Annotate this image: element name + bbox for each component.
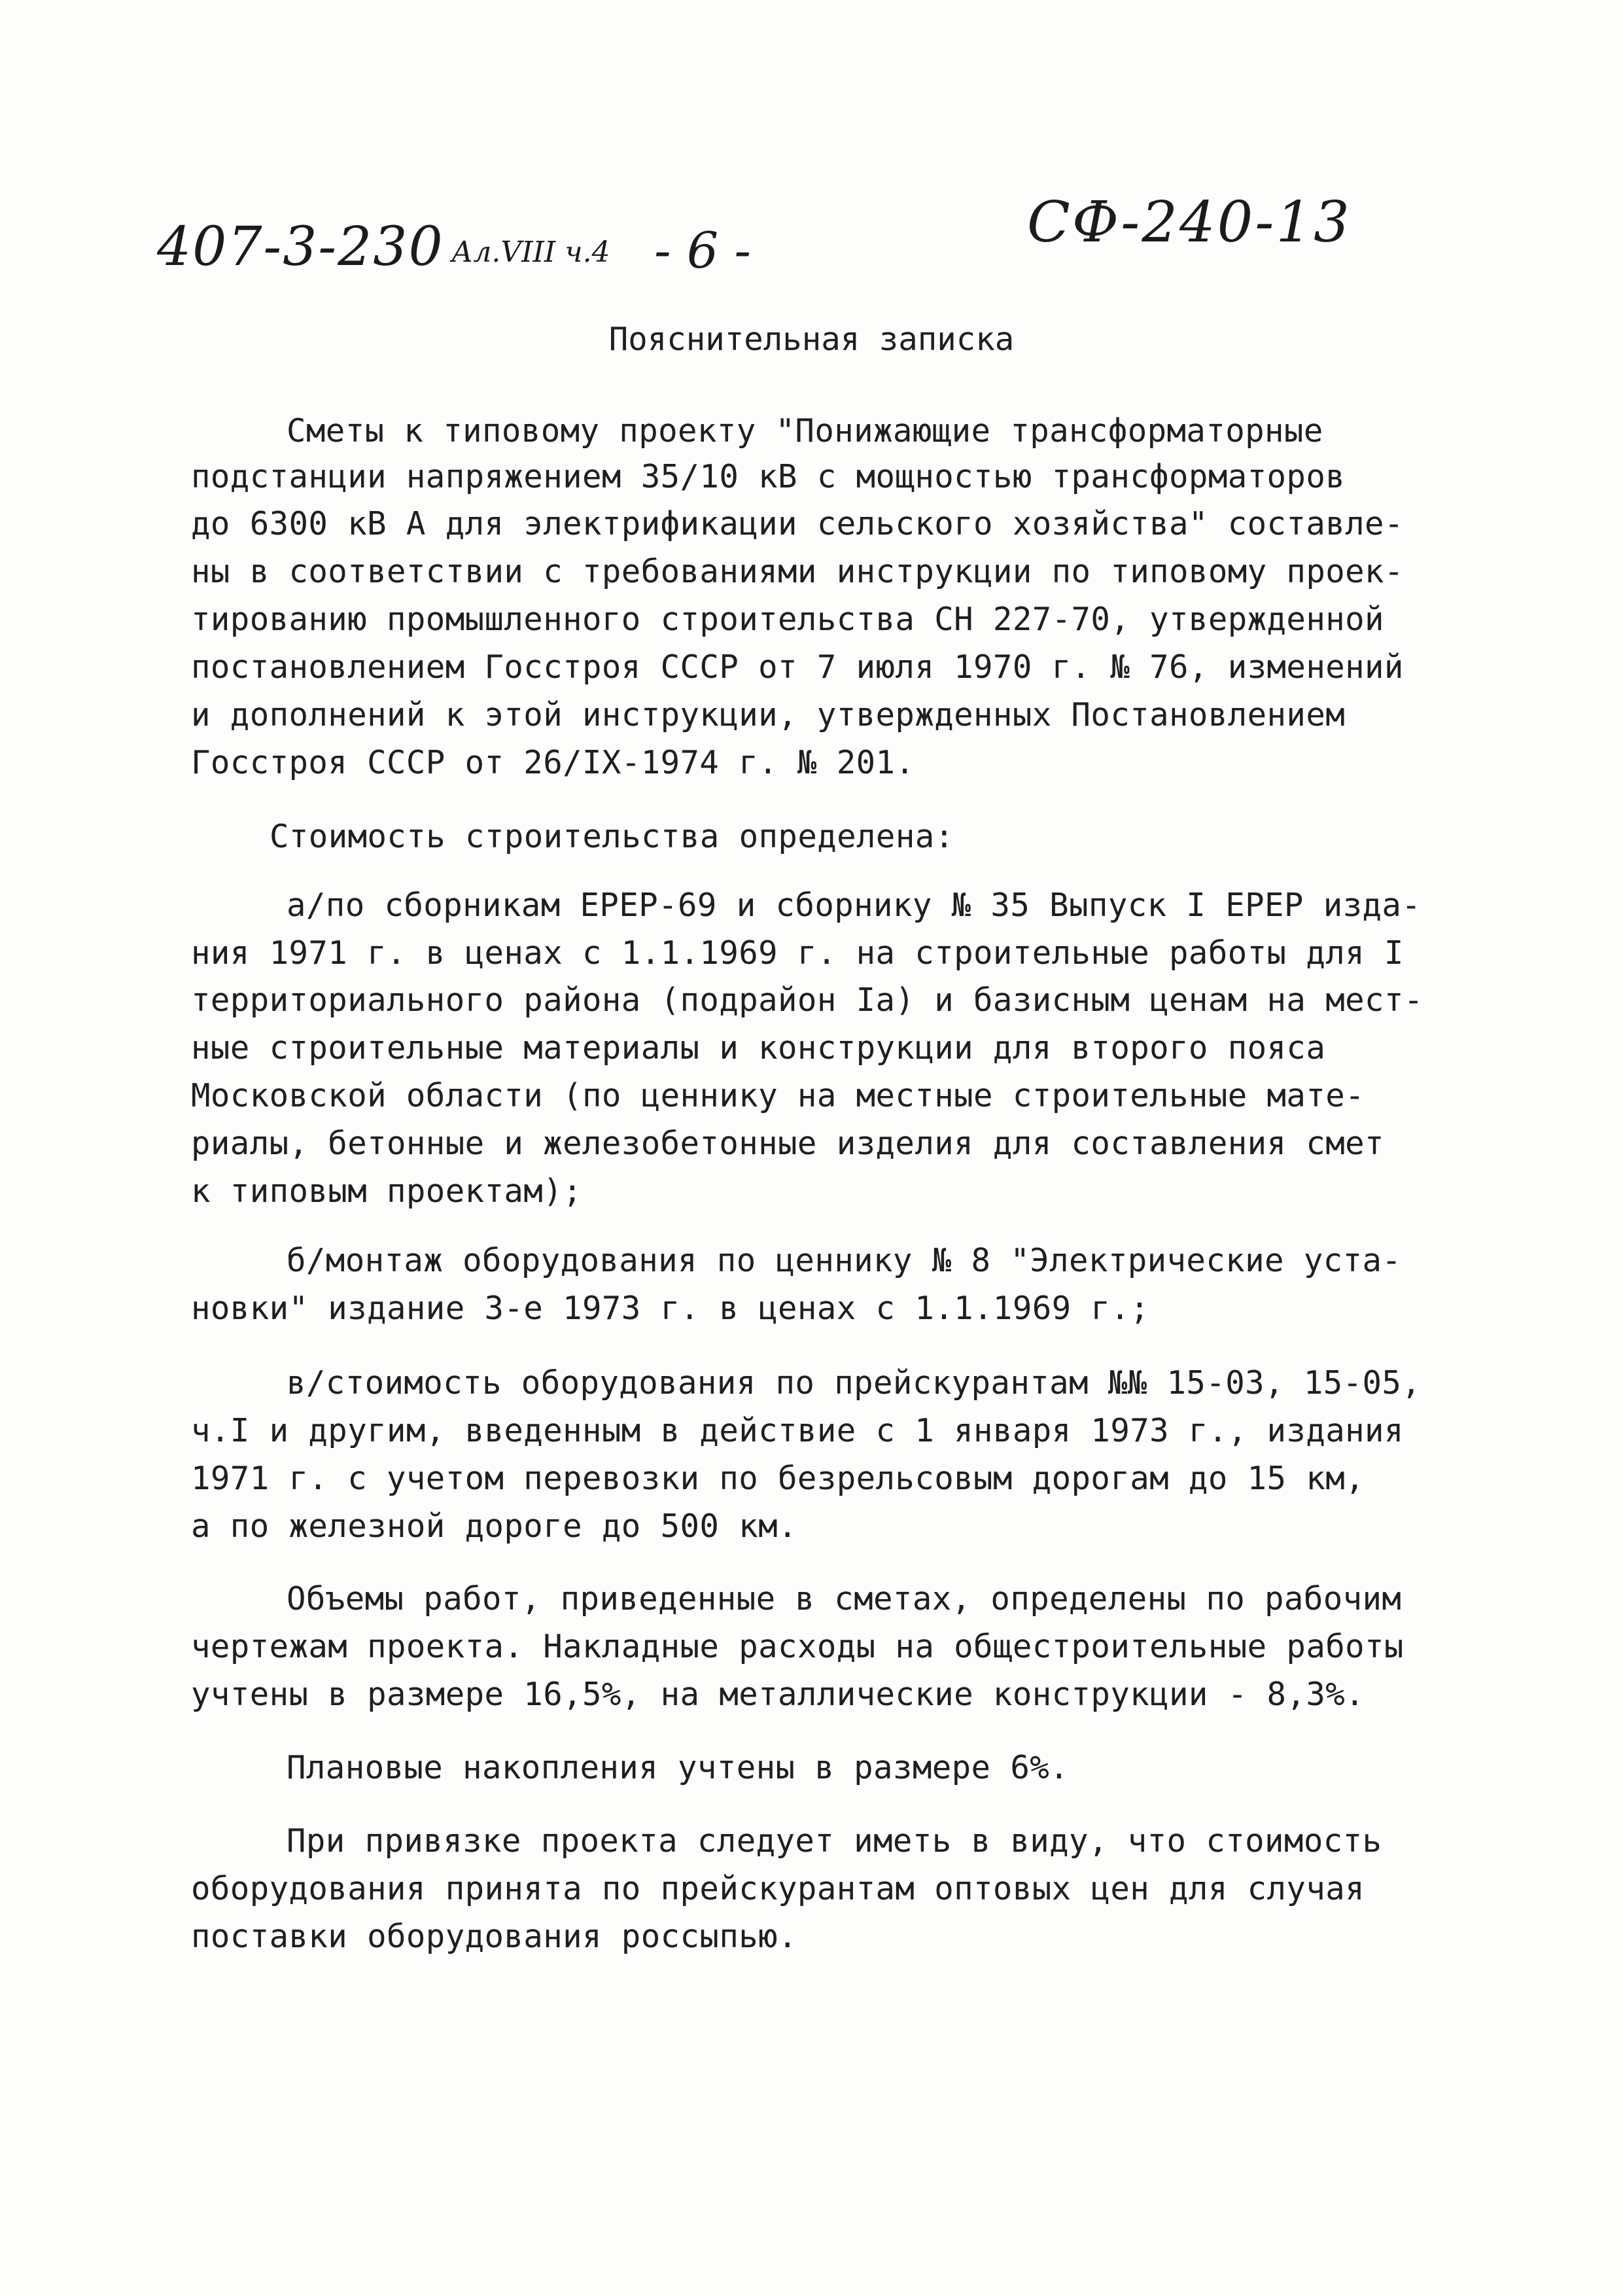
text-line: в/стоимость оборудования по прейскурантам №№ 15-03, 15-05, (287, 1364, 1422, 1402)
text-line: Московской области (по ценнику на местные строительные мате- (191, 1077, 1365, 1114)
text-line: чертежам проекта. Накладные расходы на общестроительные работы (191, 1628, 1404, 1665)
text-line: постановлением Госстроя СССР от 7 июля 1970 г. № 76, изменений (191, 648, 1404, 686)
text-line: и дополнений к этой инструкции, утвержденных Постановлением (191, 696, 1346, 733)
text-line: а/по сборникам ЕРЕР-69 и сборнику № 35 Выпуск I ЕРЕР изда- (287, 887, 1422, 924)
sheet-code: СФ-240-13 (1027, 190, 1352, 255)
text-line: Объемы работ, приведенные в сметах, определены по рабочим (287, 1580, 1402, 1617)
text-line: до 6300 кВ А для электрификации сельского хозяйства" составле- (191, 505, 1404, 542)
text-line: Госстроя СССР от 26/IX-1974 г. № 201. (191, 744, 915, 781)
text-line: подстанции напряжением 35/10 кВ с мощностью трансформаторов (191, 458, 1346, 495)
text-line: Стоимость строительства определена: (270, 818, 954, 855)
document-code: 407-3-230 (157, 216, 444, 278)
text-line: к типовым проектам); (191, 1173, 583, 1210)
text-line: ч.I и другим, введенным в действие с 1 января 1973 г., издания (191, 1412, 1404, 1449)
text-line: учтены в размере 16,5%, на металлические конструкции - 8,3%. (191, 1676, 1365, 1713)
text-line: поставки оборудования россыпью. (191, 1918, 797, 1955)
text-line: Плановые накопления учтены в размере 6%. (287, 1749, 1070, 1786)
text-line: ные строительные материалы и конструкции для второго пояса (191, 1029, 1326, 1067)
page-number: - 6 - (654, 221, 752, 279)
text-line: 1971 г. с учетом перевозки по безрельсовым дорогам до 15 км, (191, 1460, 1365, 1497)
text-line: новки" издание 3-е 1973 г. в ценах с 1.1.1969 г.; (191, 1290, 1150, 1327)
text-line: Сметы к типовому проекту "Понижающие трансформаторные (287, 412, 1323, 450)
text-line: а по железной дороге до 500 км. (191, 1508, 797, 1545)
text-line: б/монтаж оборудования по ценнику № 8 "Электрические уста- (287, 1242, 1402, 1279)
text-line: территориального района (подрайон Iа) и базисным ценам на мест- (191, 981, 1423, 1019)
text-line: риалы, бетонные и железобетонные изделия для составления смет (191, 1125, 1384, 1162)
text-line: оборудования принята по прейскурантам оптовых цен для случая (191, 1870, 1365, 1907)
text-line: При привязке проекта следует иметь в виду, что стоимость (287, 1822, 1382, 1860)
album-reference: Ал.VIII ч.4 (451, 236, 610, 269)
text-line: тированию промышленного строительства СН 227-70, утвержденной (191, 601, 1384, 638)
text-line: ны в соответствии с требованиями инструкции по типовому проек- (191, 553, 1404, 590)
page-title: Пояснительная записка (608, 321, 1015, 358)
text-line: ния 1971 г. в ценах с 1.1.1969 г. на строительные работы для I (191, 934, 1404, 972)
